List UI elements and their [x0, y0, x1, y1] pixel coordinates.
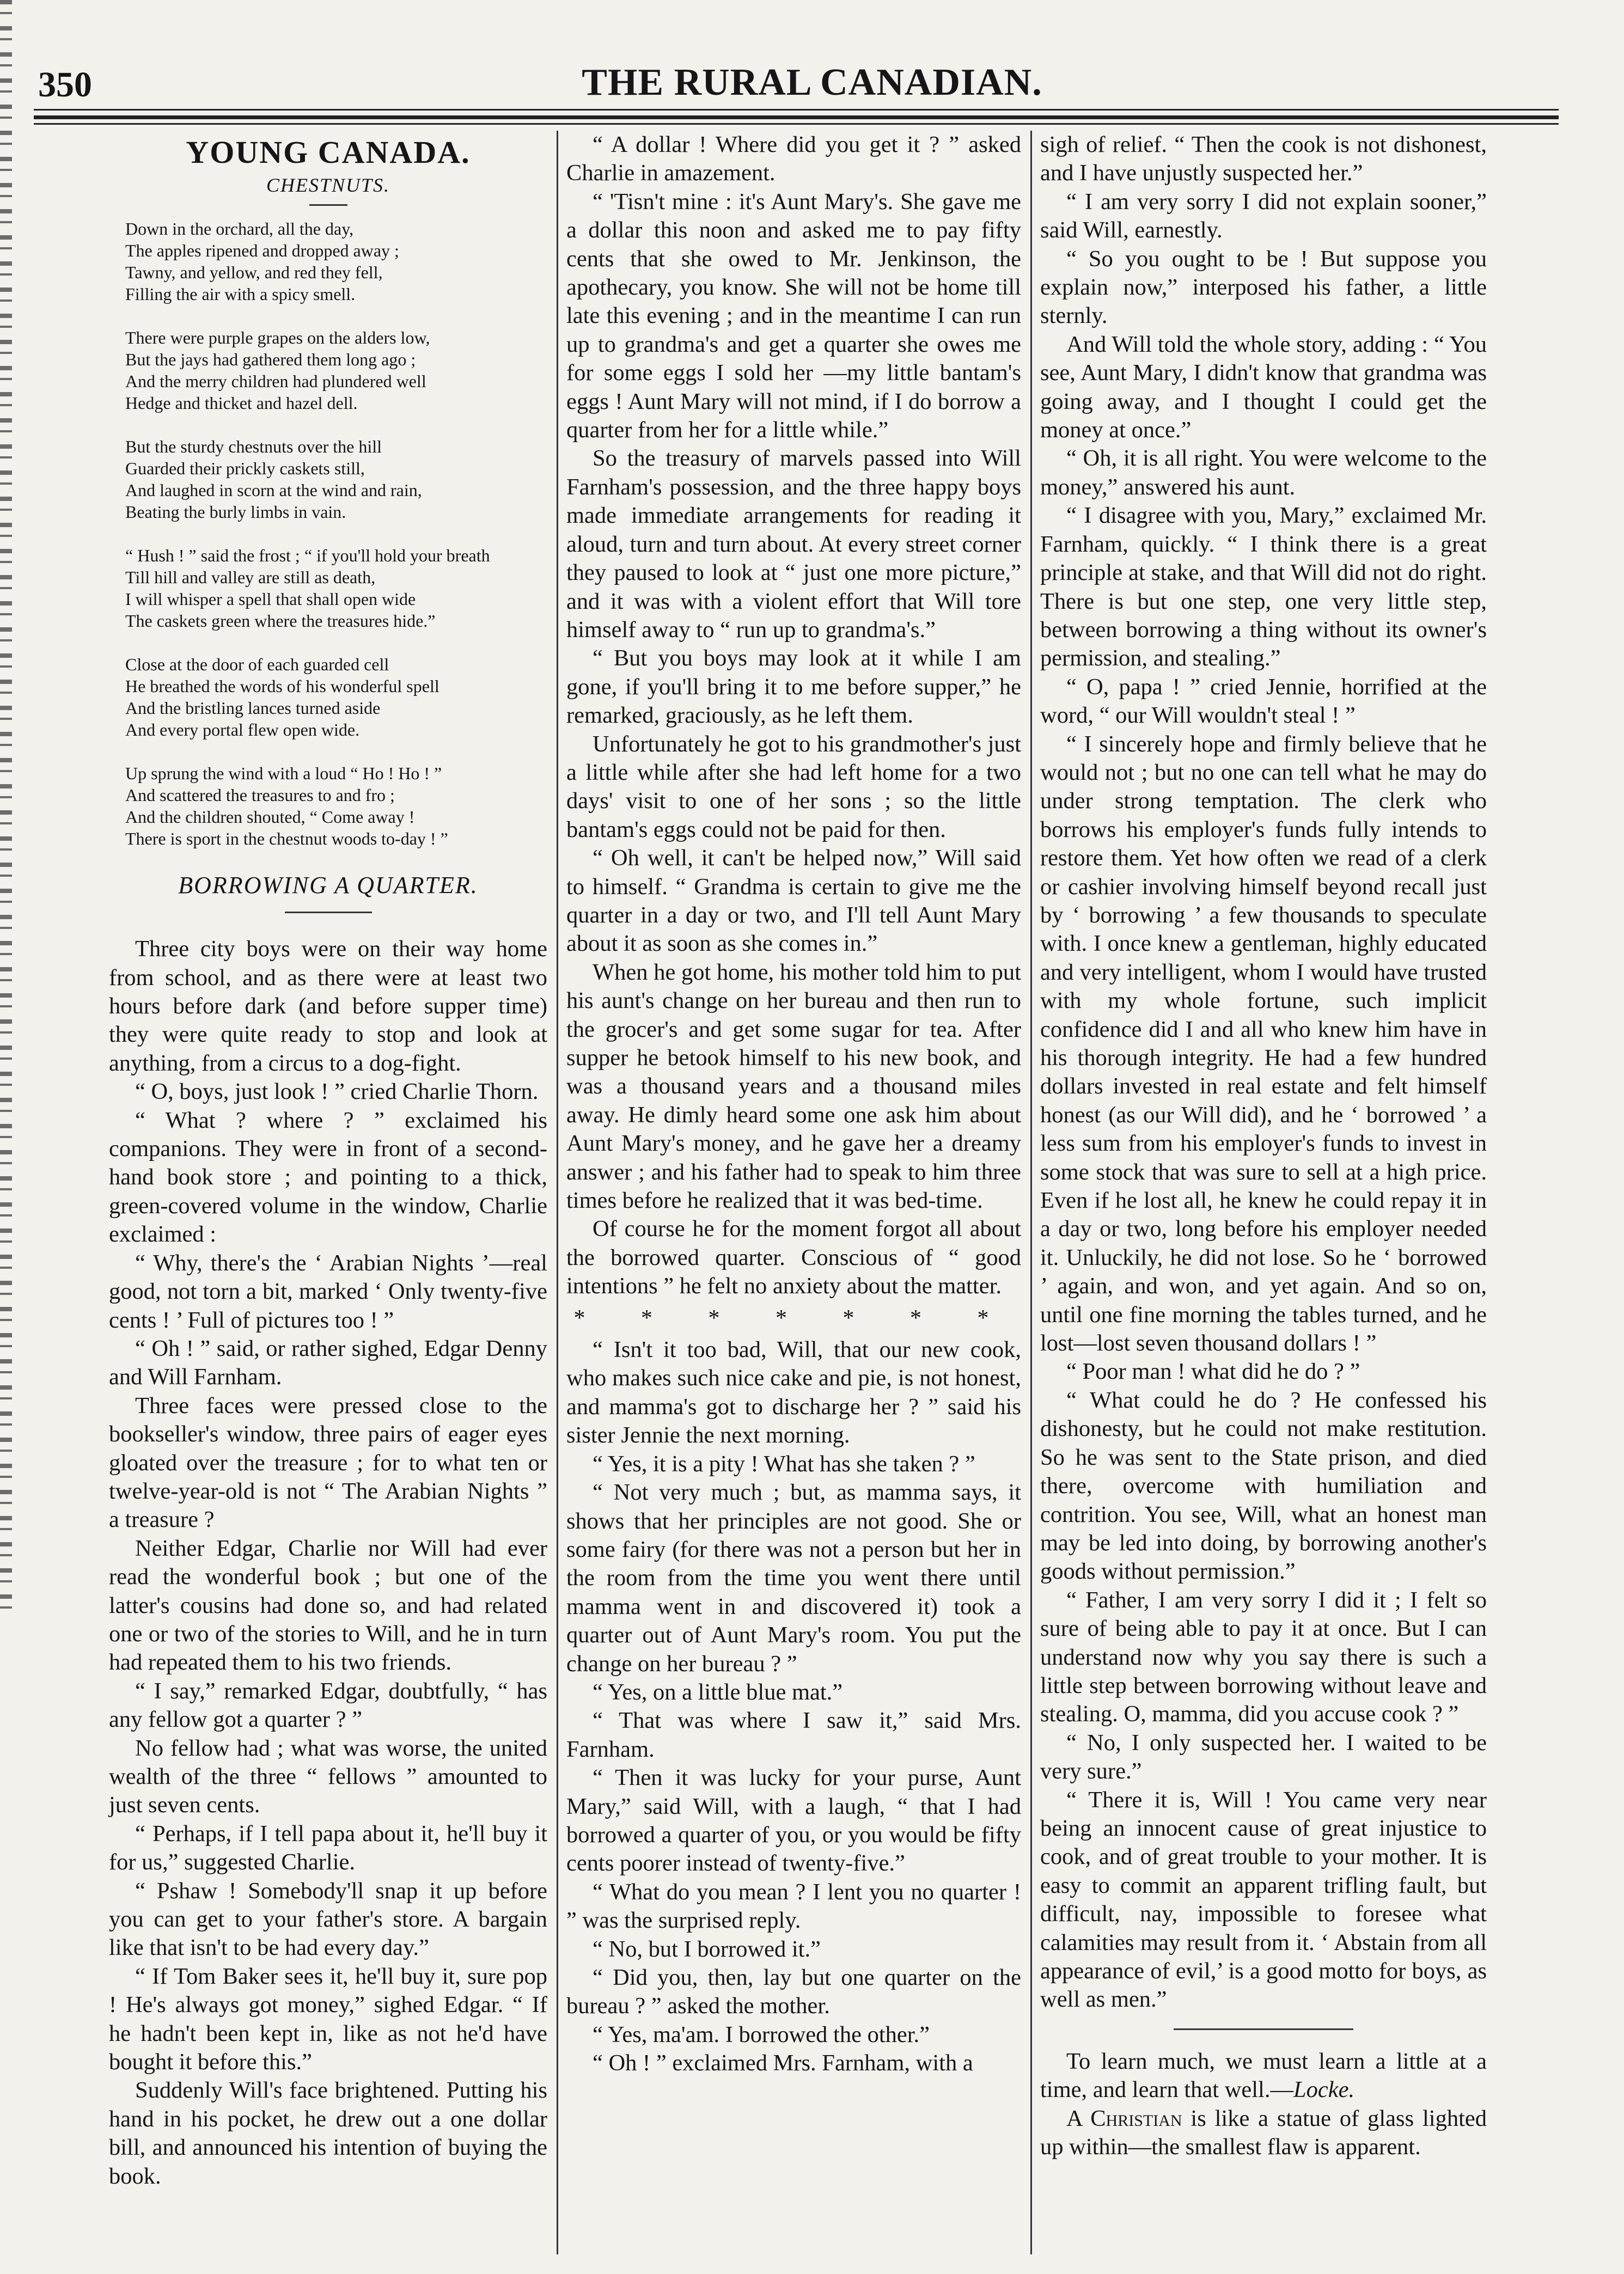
- poem-line: I will whisper a spell that shall open wide: [125, 589, 416, 609]
- paragraph: “ Oh ! ” said, or rather sighed, Edgar Denny and Will Farnham.: [109, 1335, 547, 1390]
- poem-line: He breathed the words of his wonderful spell: [125, 676, 439, 696]
- paragraph: “ That was where I saw it,” said Mrs. Farnham.: [566, 1708, 1021, 1762]
- column-2: [566, 131, 1021, 2078]
- locke-quote-text: To learn much, we must learn a little at a time, and learn that well.—: [1040, 2048, 1487, 2103]
- header-rule-bottom: [34, 123, 1559, 125]
- masthead-title: THE RURAL CANADIAN.: [582, 62, 1042, 103]
- section-title: YOUNG CANADA.: [186, 135, 471, 170]
- paragraph: “ Perhaps, if I tell papa about it, he'll buy it for us,” suggested Charlie.: [109, 1820, 547, 1875]
- paragraph: “ Oh ! ” exclaimed Mrs. Farnham, with a: [593, 2050, 973, 2076]
- paragraph: And Will told the whole story, adding : “ You see, Aunt Mary, I didn't know that grandma was going away, and I thought I could get the money at once.”: [1040, 331, 1487, 443]
- poem-line: Up sprung the wind with a loud “ Ho ! Ho ! ”: [125, 763, 442, 783]
- story-column-3: [1040, 131, 1487, 2014]
- locke-attribution: Locke.: [1293, 2077, 1355, 2103]
- paragraph: “ Did you, then, lay but one quarter on the bureau ? ” asked the mother.: [566, 1965, 1021, 2019]
- poem-line: But the jays had gathered them long ago ;: [125, 349, 416, 369]
- paragraph: “ Pshaw ! Somebody'll snap it up before you can get to your father's store. A bargain like that isn't to be had every day.”: [109, 1878, 547, 1961]
- poem-line: Till hill and valley are still as death,: [125, 567, 376, 587]
- paragraph: “ Oh well, it can't be helped now,” Will said to himself. “ Grandma is certain to give me the quarter in a day or two, and I'll tell Aunt Mary about it as soon as she comes in.”: [566, 845, 1021, 957]
- column-3: [1040, 131, 1487, 2161]
- header-rule-top: [34, 109, 1559, 111]
- poem-line: Beating the burly limbs in vain.: [125, 502, 346, 522]
- poem-line: Tawny, and yellow, and red they fell,: [125, 262, 383, 282]
- paragraph: Unfortunately he got to his grandmother's just a little while after she had left home for a two days' visit to one of her sons ; so the little bantam's eggs could not be paid for then.: [566, 731, 1021, 842]
- poem-line: Hedge and thicket and hazel dell.: [125, 393, 358, 413]
- poem-line: The apples ripened and dropped away ;: [125, 240, 399, 260]
- paragraph: “ Poor man ! what did he do ? ”: [1066, 1359, 1360, 1385]
- paragraph: “ Oh, it is all right. You were welcome to the money,” answered his aunt.: [1040, 445, 1487, 500]
- paragraph: When he got home, his mother told him to put his aunt's change on her bureau and then run to the grocer's and get some sugar for tea. After supper he betook himself to his new book, and was a thousand years and a thousand miles away. He dimly heard some one ask him about Aunt Mary's money, and he gave her a dreamy answer ; and his father had to speak to him three times before he realized that it was bed-time.: [566, 959, 1021, 1214]
- poem-line: Down in the orchard, all the day,: [125, 218, 354, 239]
- poem-line: There were purple grapes on the alders low,: [125, 327, 430, 347]
- page-number: 350: [38, 65, 92, 105]
- poem-stanza: [125, 762, 547, 849]
- paragraph: “ But you boys may look at it while I am gone, if you'll bring it to me before supper,” he remarked, graciously, as he left them.: [566, 645, 1021, 729]
- paragraph: “ What could he do ? He confessed his dishonesty, but he could not make restitution. So he was sent to the State prison, and died there, overcome with humiliation and contrition. You see, Will, what an honest man may be led into doing, by borrowing another's goods without permission.”: [1040, 1387, 1487, 1585]
- filler-rule: [1174, 2028, 1353, 2030]
- column-1: [109, 131, 547, 2191]
- poem-stanza: [125, 436, 547, 523]
- column-divider-left: [557, 131, 558, 2254]
- paragraph: “ I am very sorry I did not explain sooner,” said Will, earnestly.: [1040, 188, 1487, 243]
- poem-line: But the sturdy chestnuts over the hill: [125, 436, 382, 456]
- paragraph: Suddenly Will's face brightened. Putting his hand in his pocket, he drew out a one dollar bill, and announced his intention of buying the book.: [109, 2077, 547, 2189]
- poem-line: Close at the door of each guarded cell: [125, 654, 389, 674]
- poem-line: And every portal flew open wide.: [125, 719, 360, 739]
- paragraph: “ So you ought to be ! But suppose you explain now,” interposed his father, a little sternly.: [1040, 246, 1487, 329]
- poem-line: And the children shouted, “ Come away !: [125, 806, 415, 827]
- paragraph: “ Yes, ma'am. I borrowed the other.”: [593, 2021, 930, 2047]
- paragraph: “ I sincerely hope and firmly believe that he would not ; but no one can tell what he may do under strong temptation. The clerk who borrows his employer's funds fully intends to restore them. Yet how often we read of a clerk or cashier involving himself beyond recall just by ‘ borrowing ’ a few thousands to speculate with. I once knew a gentleman, highly educated and very intelligent, whom I would have trusted with my whole fortune, such implicit confidence did I and all who knew him have in his thorough integrity. He had a few hundred dollars invested in real estate and felt himself honest (as our Will did), and he ‘ borrowed ’ a less sum from his employer's funds to invest in some stock that was sure to sell at a high price. Even if he lost all, he knew he could repay it in a day or two, long before his employer needed it. Unluckily, he did not lose. So he ‘ borrowed ’ again, and won, and yet again. And so on, until one fine morning the tables turned, and he lost—lost seven thousand dollars ! ”: [1040, 731, 1487, 1356]
- poem-line: Guarded their prickly caskets still,: [125, 458, 365, 478]
- paragraph: “ Father, I am very sorry I did it ; I felt so sure of being able to pay it at once. But I can understand now why you say there is such a little step between borrowing without leave and stealing. O, mamma, did you accuse cook ? ”: [1040, 1587, 1487, 1727]
- paragraph: “ O, papa ! ” cried Jennie, horrified at the word, “ our Will wouldn't steal ! ”: [1040, 674, 1487, 729]
- paragraph: “ I disagree with you, Mary,” exclaimed Mr. Farnham, quickly. “ I think there is a great principle at stake, and that Will did not do right. There is but one step, one very little step, between borrowing a thing without its owner's permission, and stealing.”: [1040, 503, 1487, 671]
- section-break-asterisks: * * * * * * *: [573, 1305, 1014, 1331]
- paragraph: sigh of relief. “ Then the cook is not dishonest, and I have unjustly suspected her.”: [1040, 132, 1487, 186]
- story-column-1: [109, 935, 547, 2191]
- poem-stanza: [125, 218, 547, 305]
- poem-stanza: [125, 653, 547, 741]
- paragraph: “ A dollar ! Where did you get it ? ” asked Charlie in amazement.: [566, 132, 1021, 186]
- paragraph: “ Yes, on a little blue mat.”: [593, 1679, 843, 1705]
- paragraph: No fellow had ; what was worse, the united wealth of the three “ fellows ” amounted to just seven cents.: [109, 1735, 547, 1818]
- paragraph: “ No, but I borrowed it.”: [593, 1936, 821, 1962]
- paragraph: “ There it is, Will ! You came very near being an innocent cause of great injustice to cook, and of great trouble to your mother. It is easy to commit an apparent trifling fault, but difficult, nay, impossible to foresee what calamities may result from it. ‘ Abstain from all appearance of evil,’ is a good motto for boys, as well as men.”: [1040, 1787, 1487, 2013]
- filler-locke-quote: [1040, 2047, 1487, 2105]
- paragraph: “ If Tom Baker sees it, he'll buy it, sure pop ! He's always got money,” sighed Edgar. “ If he hadn't been kept in, like as not he'd have bought it before this.”: [109, 1963, 547, 2075]
- paragraph: “ Then it was lucky for your purse, Aunt Mary,” said Will, with a laugh, “ that I had borrowed a quarter of you, or you would be fifty cents poorer instead of twenty-five.”: [566, 1765, 1021, 1876]
- paragraph: “ No, I only suspected her. I waited to be very sure.”: [1040, 1729, 1487, 1784]
- paragraph: Three city boys were on their way home from school, and as there were at least two hours before dark (and before supper time) they were quite ready to stop and look at anything, from a circus to a dog-fight.: [109, 936, 547, 1076]
- poem-line: “ Hush ! ” said the frost ; “ if you'll hold your breath: [125, 545, 490, 565]
- paragraph: “ Why, there's the ‘ Arabian Nights ’—real good, not torn a bit, marked ‘ Only twenty-five cents ! ’ Full of pictures too ! ”: [109, 1250, 547, 1333]
- poem-line: And the merry children had plundered well: [125, 371, 426, 391]
- paragraph: “ Isn't it too bad, Will, that our new cook, who makes such nice cake and pie, is not honest, and mamma's got to discharge her ? ” said his sister Jennie the next morning.: [566, 1337, 1021, 1448]
- paragraph: “ I say,” remarked Edgar, doubtfully, “ has any fellow got a quarter ? ”: [109, 1678, 547, 1733]
- poem-line: Filling the air with a spicy smell.: [125, 284, 356, 304]
- paragraph: “ O, boys, just look ! ” cried Charlie Thorn.: [135, 1079, 539, 1105]
- poem-stanza: [125, 327, 547, 414]
- poem-chestnuts: [125, 218, 547, 849]
- poem-line: And scattered the treasures to and fro ;: [125, 785, 395, 805]
- paragraph: Three faces were pressed close to the bookseller's window, three pairs of eager eyes gloated over the treasure ; for to what ten or twelve-year-old is not “ The Arabian Nights ” a treasure ?: [109, 1392, 547, 1533]
- paragraph: So the treasury of marvels passed into Will Farnham's possession, and the three happy boys made immediate arrangements for reading it aloud, turn and turn about. At every street corner they paused to look at “ just one more picture,” and it was with a violent effort that Will tore himself away to “ run up to grandma's.”: [566, 445, 1021, 643]
- binding-edge: [0, 0, 12, 1612]
- poem-stanza: [125, 545, 547, 632]
- poem-line: The caskets green where the treasures hide.”: [125, 610, 436, 631]
- paragraph: Of course he for the moment forgot all about the borrowed quarter. Conscious of “ good intentions ” he felt no anxiety about the matter.: [566, 1216, 1021, 1299]
- christian-quote-text: is like a statue of glass lighted up within—the smallest flaw is apparent.: [1040, 2105, 1487, 2160]
- paragraph: Neither Edgar, Charlie nor Will had ever read the wonderful book ; but one of the latter's cousins had done so, and had related one or two of the stories to Will, and he in turn had repeated them to his two friends.: [109, 1535, 547, 1676]
- poem-title: CHESTNUTS.: [266, 174, 390, 197]
- paragraph: “ What do you mean ? I lent you no quarter ! ” was the surprised reply.: [566, 1879, 1021, 1934]
- header-rule-middle: [34, 115, 1559, 119]
- poem-line: And the bristling lances turned aside: [125, 698, 381, 718]
- christian-lead-word: A Christian: [1066, 2105, 1182, 2131]
- title-rule: [309, 204, 347, 206]
- poem-line: And laughed in scorn at the wind and rain,: [125, 480, 422, 500]
- paragraph: “ Not very much ; but, as mamma says, it shows that her principles are not good. She or some fairy (for there was not a person but her in the room from the time you went there until mamma went in and discovered it) took a quarter out of Aunt Mary's room. You put the change on her bureau ? ”: [566, 1480, 1021, 1677]
- column-divider-right: [1030, 131, 1032, 2254]
- poem-line: There is sport in the chestnut woods to-day ! ”: [125, 828, 448, 848]
- story-column-2-part-2: [566, 1336, 1021, 2078]
- paragraph: “ What ? where ? ” exclaimed his companions. They were in front of a second-hand book store ; and pointing to a thick, green-covered volume in the window, Charlie exclaimed :: [109, 1107, 547, 1248]
- story-column-2-part-1: [566, 131, 1021, 1301]
- paragraph: “ 'Tisn't mine : it's Aunt Mary's. She gave me a dollar this noon and asked me to pay fifty cents that she owed to Mr. Jenkinson, the apothecary, you know. She will not be home till late this evening ; and in the meantime I can run up to grandma's and get a quarter she owes me for some eggs I sold her —my little bantam's eggs ! Aunt Mary will not mind, if I do borrow a quarter from her for a little while.”: [566, 188, 1021, 443]
- story-title-rule: [285, 912, 372, 913]
- story-title: BORROWING A QUARTER.: [178, 871, 478, 898]
- filler-christian-quote: [1040, 2105, 1487, 2162]
- paragraph: “ Yes, it is a pity ! What has she taken ? ”: [593, 1451, 975, 1477]
